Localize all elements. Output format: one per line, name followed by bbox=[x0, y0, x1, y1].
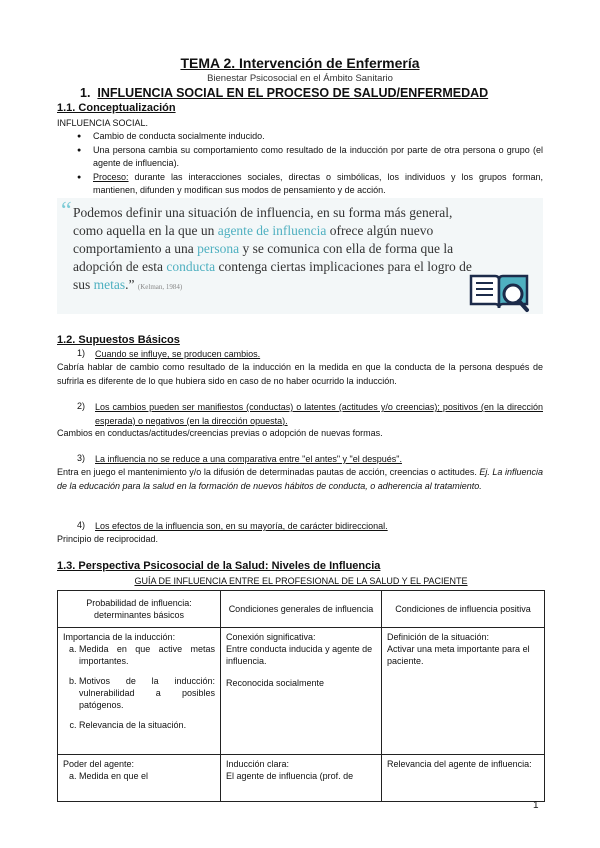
list-item: c. Relevancia de la situación. bbox=[79, 719, 215, 731]
item-number: 4) bbox=[77, 520, 86, 530]
assumption-3-example: Ej. La influencia de la educación para la salud en la formación de nuevos hábitos de conducta, o adherencia al tratamiento. bbox=[57, 467, 543, 491]
cell-heading: Importancia de la inducción: bbox=[63, 632, 176, 642]
table-cell bbox=[382, 628, 545, 755]
document-subtitle: Bienestar Psicosocial en el Ámbito Sanitario bbox=[207, 73, 393, 84]
item-number: 3) bbox=[77, 453, 86, 463]
table-cell bbox=[221, 755, 382, 802]
assumption-3-text-main: Entra en juego el mantenimiento y/o la difusión de determinadas pautas de acción, creencias o actitudes. bbox=[57, 467, 480, 477]
cell-text: Activar una meta importante para el paciente. bbox=[387, 644, 530, 666]
kelman-quote-box bbox=[57, 198, 543, 314]
subsection-1-2-title: 1.2. Supuestos Básicos bbox=[57, 334, 180, 346]
bullet-item: ● Cambio de conducta socialmente inducido. bbox=[57, 130, 543, 144]
table-caption: GUÍA DE INFLUENCIA ENTRE EL PROFESIONAL DE LA SALUD Y EL PACIENTE bbox=[134, 576, 468, 586]
section-heading-text: INFLUENCIA SOCIAL EN EL PROCESO DE SALUD/ENFERMEDAD bbox=[97, 86, 489, 100]
quote-text bbox=[73, 204, 473, 296]
concept-bullets bbox=[57, 130, 543, 198]
assumption-2-text: Cambios en conductas/actitudes/creencias previas o adopción de nuevas formas. bbox=[57, 428, 383, 438]
table-header: Probabilidad de influencia: determinantes básicos bbox=[58, 591, 221, 628]
table-cell bbox=[382, 755, 545, 802]
quote-citation: (Kelman, 1984) bbox=[137, 283, 183, 291]
item-number: 1) bbox=[77, 348, 86, 358]
table-cell bbox=[58, 755, 221, 802]
page-number: 1 bbox=[533, 800, 539, 811]
assumption-4: Los efectos de la influencia son, en su mayoría, de carácter bidireccional. bbox=[95, 521, 388, 531]
cell-list bbox=[63, 643, 215, 731]
influence-guide-table bbox=[57, 590, 545, 802]
table-cell bbox=[221, 628, 382, 755]
table-header-row bbox=[58, 591, 545, 628]
table-row bbox=[58, 755, 545, 802]
item-number: 2) bbox=[77, 401, 86, 411]
cell-heading: Conexión significativa: bbox=[226, 632, 316, 642]
book-magnifier-icon bbox=[467, 268, 531, 314]
assumption-1-text: Cabría hablar de cambio como resultado de la inducción en la medida en que la conducta de la persona después de sufrirla es diferente de lo que hubiera sido en caso de no haber ocurrido la inducción. bbox=[57, 362, 543, 386]
cell-list bbox=[63, 770, 215, 782]
assumption-1: Cuando se influye, se producen cambios. bbox=[95, 349, 261, 359]
cell-heading: Inducción clara: bbox=[226, 759, 290, 769]
table-cell bbox=[58, 628, 221, 755]
assumption-2: Los cambios pueden ser manifiestos (conductas) o latentes (actitudes y/o creencias); positivos (en la dirección esperada) o negativos (en la dirección opuesta). bbox=[95, 402, 543, 426]
section-number: 1. bbox=[80, 86, 91, 100]
list-item: a. Medida en que active metas importantes. bbox=[79, 643, 215, 667]
assumption-4-text: Principio de reciprocidad. bbox=[57, 534, 159, 544]
quote-part: y se comunica con ella de forma que la adopción de esta bbox=[73, 241, 454, 274]
cell-text: El agente de influencia (prof. de bbox=[226, 771, 354, 781]
table-header: Condiciones de influencia positiva bbox=[382, 591, 545, 628]
quote-part: .” bbox=[125, 277, 135, 292]
cell-text: Reconocida socialmente bbox=[226, 678, 325, 688]
quote-part: Podemos definir una situación de influencia, en su forma más general, como aquella en la que un bbox=[73, 205, 453, 238]
quote-highlight: persona bbox=[197, 241, 240, 256]
quote-part: contenga ciertas implicaciones para el logro de sus bbox=[73, 259, 472, 292]
quote-highlight: agente de influencia bbox=[217, 223, 327, 238]
list-item: a. Medida en que el bbox=[79, 770, 215, 782]
quote-highlight: conducta bbox=[166, 259, 216, 274]
table-row bbox=[58, 628, 545, 755]
process-text: durante las interacciones sociales, directas o simbólicas, los individuos y los grupos forman, mantienen, difunden y modifican sus modos de pensamiento y de acción. bbox=[93, 171, 543, 195]
influence-label: INFLUENCIA SOCIAL. bbox=[57, 118, 149, 128]
process-key: Proceso: bbox=[93, 171, 129, 182]
assumption-3-text bbox=[57, 466, 543, 493]
quote-part: ofrece algún nuevo comportamiento a una bbox=[73, 223, 434, 256]
quote-mark-icon: “ bbox=[61, 198, 72, 224]
cell-heading: Relevancia del agente de influencia: bbox=[387, 759, 532, 769]
cell-heading: Poder del agente: bbox=[63, 759, 135, 769]
subsection-1-1-title: 1.1. Conceptualización bbox=[57, 102, 176, 114]
assumption-3: La influencia no se reduce a una comparativa entre "el antes" y "el después". bbox=[95, 454, 402, 464]
table-header: Condiciones generales de influencia bbox=[221, 591, 382, 628]
cell-text: Entre conducta inducida y agente de influencia. bbox=[226, 644, 373, 666]
subsection-1-3-title: 1.3. Perspectiva Psicosocial de la Salud: Niveles de Influencia bbox=[57, 560, 381, 572]
bullet-item: ● Una persona cambia su comportamiento como resultado de la inducción por parte de otra persona o grupo (el agente de influencia). bbox=[57, 144, 543, 171]
list-item: b. Motivos de la inducción: vulnerabilidad a posibles patógenos. bbox=[79, 675, 215, 711]
cell-heading: Definición de la situación: bbox=[387, 632, 490, 642]
section-heading-1 bbox=[80, 86, 488, 100]
document-title: TEMA 2. Intervención de Enfermería bbox=[180, 55, 420, 71]
bullet-item bbox=[57, 171, 543, 198]
quote-highlight: metas bbox=[93, 277, 126, 292]
